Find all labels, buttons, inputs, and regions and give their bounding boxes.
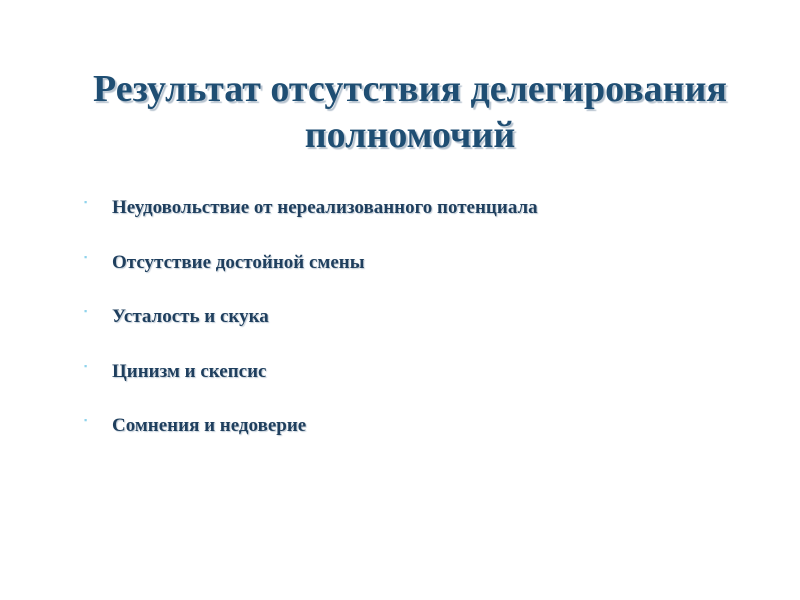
bullet-text: Неудовольствие от нереализованного потенциала (112, 197, 538, 218)
bullet-marker-icon: ▪ (84, 197, 88, 207)
bullet-item-3 (84, 301, 764, 356)
bullet-marker-icon: ▪ (84, 306, 88, 316)
bullet-text: Отсутствие достойной смены (112, 251, 365, 273)
bullet-marker-icon: ▪ (84, 251, 88, 262)
slide-title (40, 66, 780, 158)
slide-title-line-1: Результат отсутствия делегирования (93, 68, 727, 110)
bullet-item-2 (84, 247, 764, 302)
bullet-text: Усталость и скука (112, 306, 269, 327)
bullet-text: Сомнения и недоверие (112, 415, 307, 436)
bullet-item-4 (84, 356, 764, 411)
bullet-item-5 (84, 410, 764, 465)
bullet-item-1 (84, 192, 764, 247)
bullet-list (84, 192, 764, 465)
bullet-marker-icon: ▪ (84, 415, 88, 425)
slide-title-line-2: полномочий (304, 114, 516, 156)
bullet-marker-icon: ▪ (84, 360, 88, 371)
bullet-text: Цинизм и скепсис (112, 360, 267, 382)
